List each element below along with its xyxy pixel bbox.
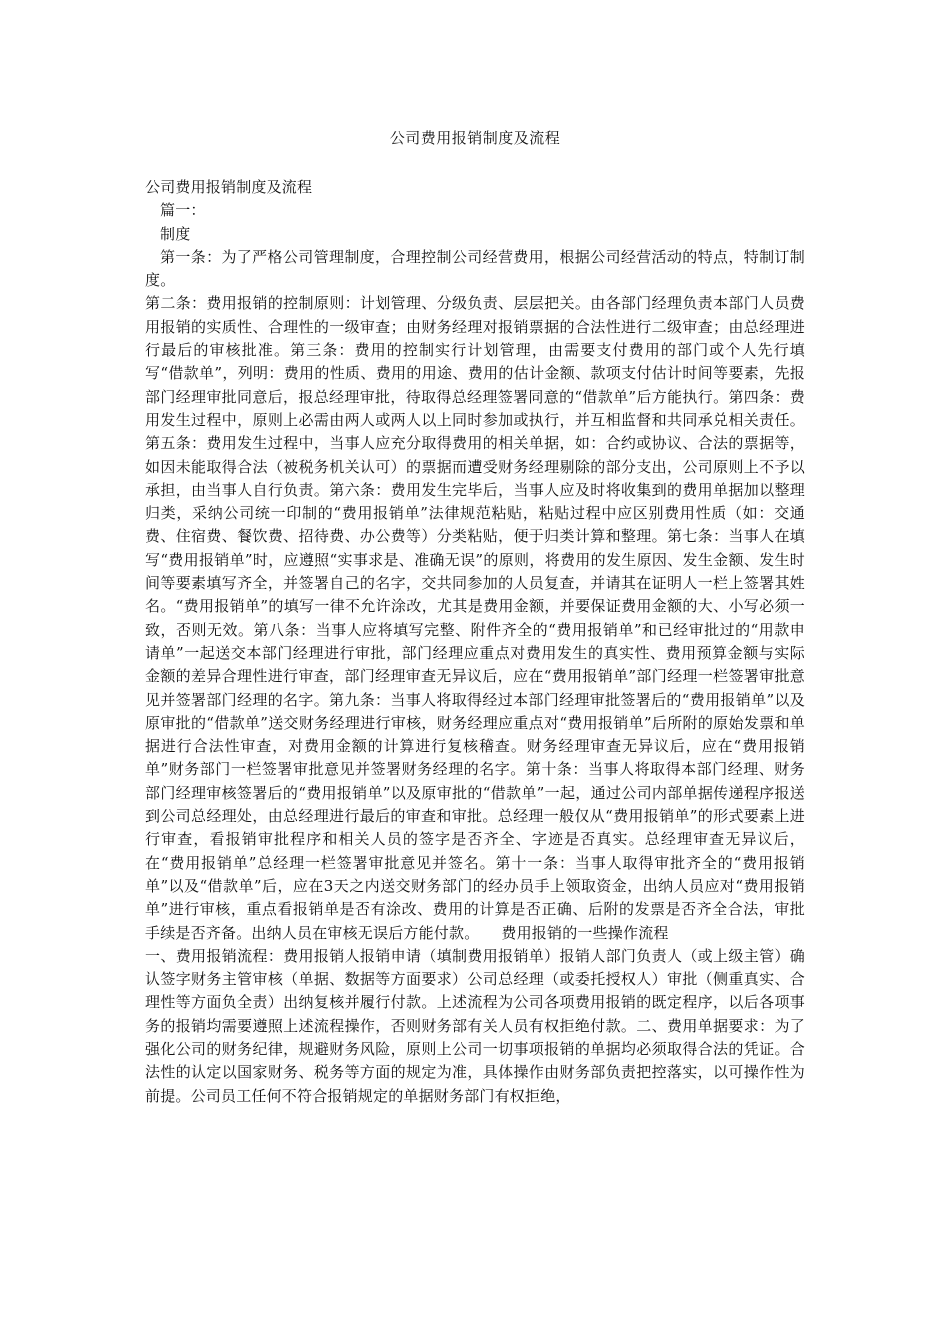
articles-body-text: 第二条：费用报销的控制原则：计划管理、分级负责、层层把关。由各部门经理负责本部门人员费用报销的实质性、合理性的一级审查；由财务经理对报销票据的合法性进行二级审查；由总经理进行最后的审核批准。第三条：费用的控制实行计划管理，由需要支付费用的部门或个人先行填写“借款单”，列明：费用的性质、费用的用途、费用的估计金额、款项支付估计时间等要素，先报部门经理审批同意后，报总经理审批，待取得总经理签署同意的“借款单”后方能执行。第四条：费用发生过程中，原则上必需由两人或两人以上同时参加或执行，并互相监督和共同承兑相关责任。第五条：费用发生过程中，当事人应充分取得费用的相关单据，如：合约或协议、合法的票据等，如因未能取得合法（被税务机关认可）的票据而遭受财务经理剔除的部分支出，公司原则上不予以承担，由当事人自行负责。第六条：费用发生完毕后，当事人应及时将收集到的费用单据加以整理归类，采纳公司统一印制的“费用报销单”法律规范粘贴，粘贴过程中应区别费用性质（如：交通费、住宿费、餐饮费、招待费、办公费等）分类粘贴，便于归类计算和整理。第七条：当事人在填写“费用报销单”时，应遵照“实事求是、准确无误”的原则，将费用的发生原因、发生金额、发生时间等要素填写齐全，并签署自己的名字，交共同参加的人员复查，并请其在证明人一栏上签署其姓名。“费用报销单”的填写一律不允许涂改，尤其是费用金额，并要保证费用金额的大、小写必须一致，否则无效。第八条：当事人应将填写完整、附件齐全的“费用报销单”和已经审批过的“用款申请单”一起送交本部门经理进行审批，部门经理应重点对费用发生的真实性、费用预算金额与实际金额的差异合理性进行审查，部门经理审查无异议后，应在“费用报销单”部门经理一栏签署审批意见并签署部门经理的名字。第九条：当事人将取得经过本部门经理审批签署后的“费用报销单”以及原审批的“借款单”送交财务经理进行审核，财务经理应重点对“费用报销单”后所附的原始发票和单据进行合法性审查，对费用金额的计算进行复核稽查。财务经理审查无异议后，应在“费用报销单”财务部门一栏签署审批意见并签署财务经理的名字。第十条：当事人将取得本部门经理、财务部门经理审核签署后的“费用报销单”以及原审批的“借款单”一起，通过公司内部单据传递程序报送到公司总经理处，由总经理进行最后的审查和审批。总经理一般仅从“费用报销单”的形式要素上进行审查，看报销审批程序和相关人员的签字是否齐全、字迹是否真实。总经理审查无异议后，在“费用报销单”总经理一栏签署审批意见并签名。第十一条：当事人取得审批齐全的“费用报销单”以及“借款单”后，应在3天之内送交财务部门的经办员手上领取资金，出纳人员应对“费用报销单”进行审核，重点看报销单是否有涂改、费用的计算是否正确、后附的发票是否齐全合法，审批手续是否齐备。出纳人员在审核无误后方能付款。: [145, 294, 805, 942]
flow-paragraph: 一、费用报销流程：费用报销人报销申请（填制费用报销单）报销人部门负责人（或上级主管）确认签字财务主管审核（单据、数据等方面要求）公司总经理（或委托授权人）审批（侧重真实、合理性等方面负全责）出纳复核并履行付款。上述流程为公司各项费用报销的既定程序，以后各项事务的报销均需要遵照上述流程操作，否则财务部有关人员有权拒绝付款。二、费用单据要求：为了强化公司的财务纪律，规避财务风险，原则上公司一切事项报销的单据均必须取得合法的凭证。合法性的认定以国家财务、税务等方面的规定为准，具体操作由财务部负责把控落实，以可操作性为前提。公司员工任何不符合报销规定的单据财务部门有权拒绝，: [145, 946, 805, 1105]
part-label: 制度: [160, 224, 191, 243]
document-subtitle: 公司费用报销制度及流程: [145, 178, 313, 196]
section-label: 篇一：: [160, 201, 206, 220]
document-title: 公司费用报销制度及流程: [389, 129, 561, 147]
flow-heading: 费用报销的一些操作流程: [501, 923, 669, 942]
article-1-paragraph: 第一条：为了严格公司管理制度，合理控制公司经营费用，根据公司经营活动的特点，特制订制度。: [145, 247, 805, 290]
articles-paragraph: [145, 292, 805, 944]
document-body: [145, 176, 805, 1108]
